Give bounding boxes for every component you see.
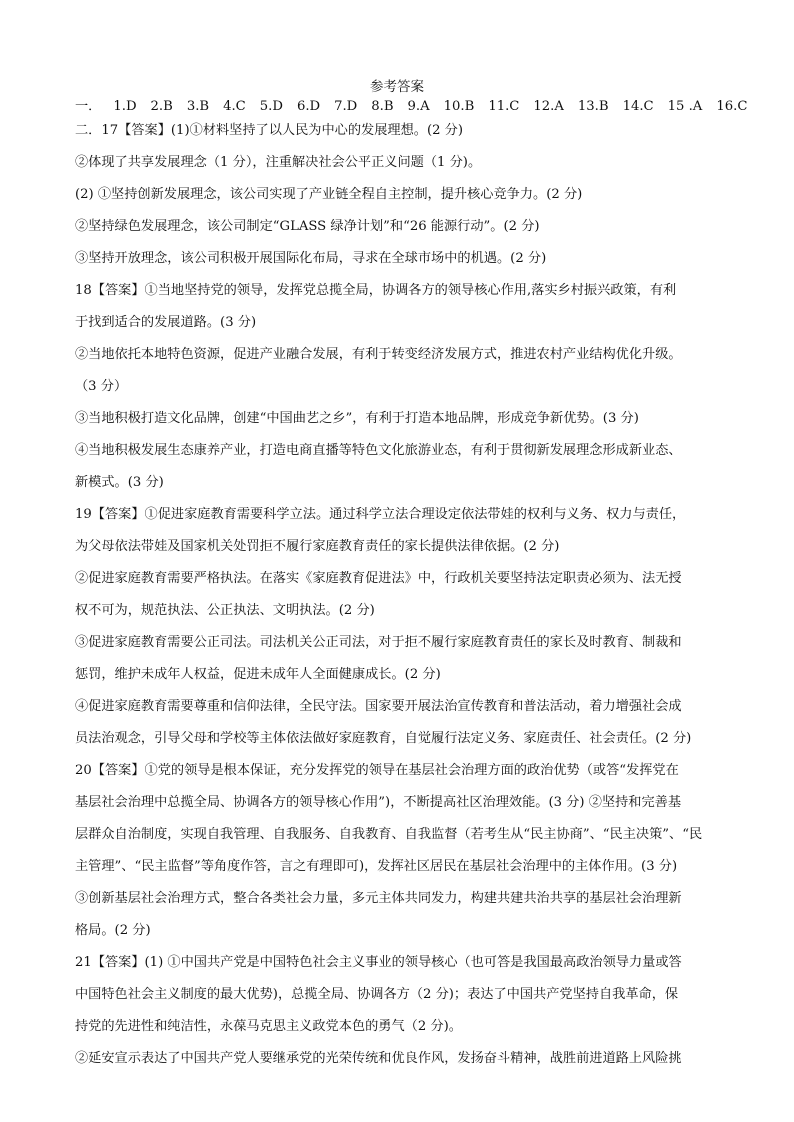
answer-line: 21【答案】(1) ①中国共产党是中国特色社会主义事业的领导核心（也可答是我国最高政治领导力量或答	[75, 955, 682, 970]
mc-answer: 11.C	[488, 99, 520, 114]
answer-line: 新模式。(3 分)	[75, 475, 164, 490]
mc-answer: 15 .A	[667, 99, 703, 114]
answer-line: 二．17【答案】(1)①材料坚持了以人民为中心的发展理想。(2 分)	[75, 123, 464, 138]
answer-line: 19【答案】①促进家庭教育需要科学立法。通过科学立法合理设定依法带娃的权利与义务、权力与责任，	[75, 507, 686, 522]
answer-line: （3 分）	[75, 379, 128, 394]
answer-line: ③当地积极打造文化品牌，创建“中国曲艺之乡”，有利于打造本地品牌，形成竞争新优势。(3 分)	[75, 411, 639, 426]
answer-line: ③坚持开放理念，该公司积极开展国际化布局，寻求在全球市场中的机遇。(2 分)	[75, 251, 547, 266]
mc-answer: 1.D	[113, 99, 137, 114]
answer-line: 主管理”、“民主监督”等角度作答，言之有理即可)，发挥社区居民在基层社会治理中的主体作用。(3 分)	[75, 859, 678, 874]
mc-answer: 12.A	[533, 99, 564, 114]
mc-answer: 14.C	[622, 99, 654, 114]
multiple-choice-answers	[75, 97, 754, 117]
mc-answer: 10.B	[443, 99, 475, 114]
mc-answer: 2.B	[150, 99, 173, 114]
mc-answer: 7.D	[334, 99, 358, 114]
mc-answer: 16.C	[716, 99, 748, 114]
answer-line: ④当地积极发展生态康养产业，打造电商直播等特色文化旅游业态，有利于贯彻新发展理念形成新业态、	[75, 443, 682, 458]
page-title: 参考答案	[370, 79, 424, 95]
mc-answer: 9.A	[407, 99, 430, 114]
answer-line: ②当地依托本地特色资源，促进产业融合发展，有利于转变经济发展方式，推进农村产业结构优化升级。	[75, 347, 682, 362]
answer-line: 权不可为，规范执法、公正执法、文明执法。(2 分)	[75, 603, 375, 618]
mc-answer: 4.C	[223, 99, 246, 114]
answer-line: ②促进家庭教育需要严格执法。在落实《家庭教育促进法》中，行政机关要坚持法定职责必须为、法无授	[75, 571, 682, 586]
mc-answer: 8.B	[371, 99, 394, 114]
answer-line: ②坚持绿色发展理念，该公司制定“GLASS 绿净计划”和“26 能源行动”。(2 分)	[75, 219, 540, 234]
answer-line: ④促进家庭教育需要尊重和信仰法律，全民守法。国家要开展法治宣传教育和普法活动，着力增强社会成	[75, 699, 682, 714]
answer-line: 中国特色社会主义制度的最大优势)，总揽全局、协调各方（2 分)；表达了中国共产党坚持自我革命，保	[75, 987, 679, 1002]
mc-answer: 5.D	[259, 99, 283, 114]
answer-line: 员法治观念，引导父母和学校等主体依法做好家庭教育，自觉履行法定义务、家庭责任、社会责任。(2 分)	[75, 731, 692, 746]
answer-line: ②体现了共享发展理念（1 分），注重解决社会公平正义问题（1 分)。	[75, 155, 482, 170]
answer-line: 18【答案】①当地坚持党的领导，发挥党总揽全局，协调各方的领导核心作用,落实乡村振兴政策，有利	[75, 283, 677, 298]
answer-line: 层群众自治制度，实现自我管理、自我服务、自我教育、自我监督（若考生从“民主协商”、“民主决策”、“民	[75, 827, 703, 842]
answer-line: 持党的先进性和纯洁性，永葆马克思主义政党本色的勇气（2 分)。	[75, 1019, 462, 1034]
answer-line: ③促进家庭教育需要公正司法。司法机关公正司法，对于拒不履行家庭教育责任的家长及时教育、制裁和	[75, 635, 682, 650]
answer-line: 于找到适合的发展道路。(3 分)	[75, 315, 257, 330]
answer-line: 基层社会治理中总揽全局、协调各方的领导核心作用”)，不断提高社区治理效能。(3 分) ②坚持和完善基	[75, 795, 682, 810]
answer-line: (2) ①坚持创新发展理念，该公司实现了产业链全程自主控制，提升核心竞争力。(2 分)	[75, 187, 583, 202]
mc-answer: 6.D	[296, 99, 321, 114]
answer-line: 惩罚，维护未成年人权益，促进未成年人全面健康成长。(2 分)	[75, 667, 441, 682]
mc-answer: 13.B	[577, 99, 609, 114]
answer-line: 20【答案】①党的领导是根本保证，充分发挥党的领导在基层社会治理方面的政治优势（或答“发挥党在	[75, 763, 679, 778]
section-one-label: 一．	[75, 99, 102, 114]
answer-line: ③创新基层社会治理方式，整合各类社会力量，多元主体共同发力，构建共建共治共享的基层社会治理新	[75, 891, 682, 906]
answer-line: 格局。(2 分)	[75, 923, 151, 938]
mc-answer: 3.B	[186, 99, 210, 114]
answer-line: ②延安宣示表达了中国共产党人要继承党的光荣传统和优良作风，发扬奋斗精神，战胜前进道路上风险挑	[75, 1051, 682, 1066]
answer-line: 为父母依法带娃及国家机关处罚拒不履行家庭教育责任的家长提供法律依据。(2 分)	[75, 539, 560, 554]
